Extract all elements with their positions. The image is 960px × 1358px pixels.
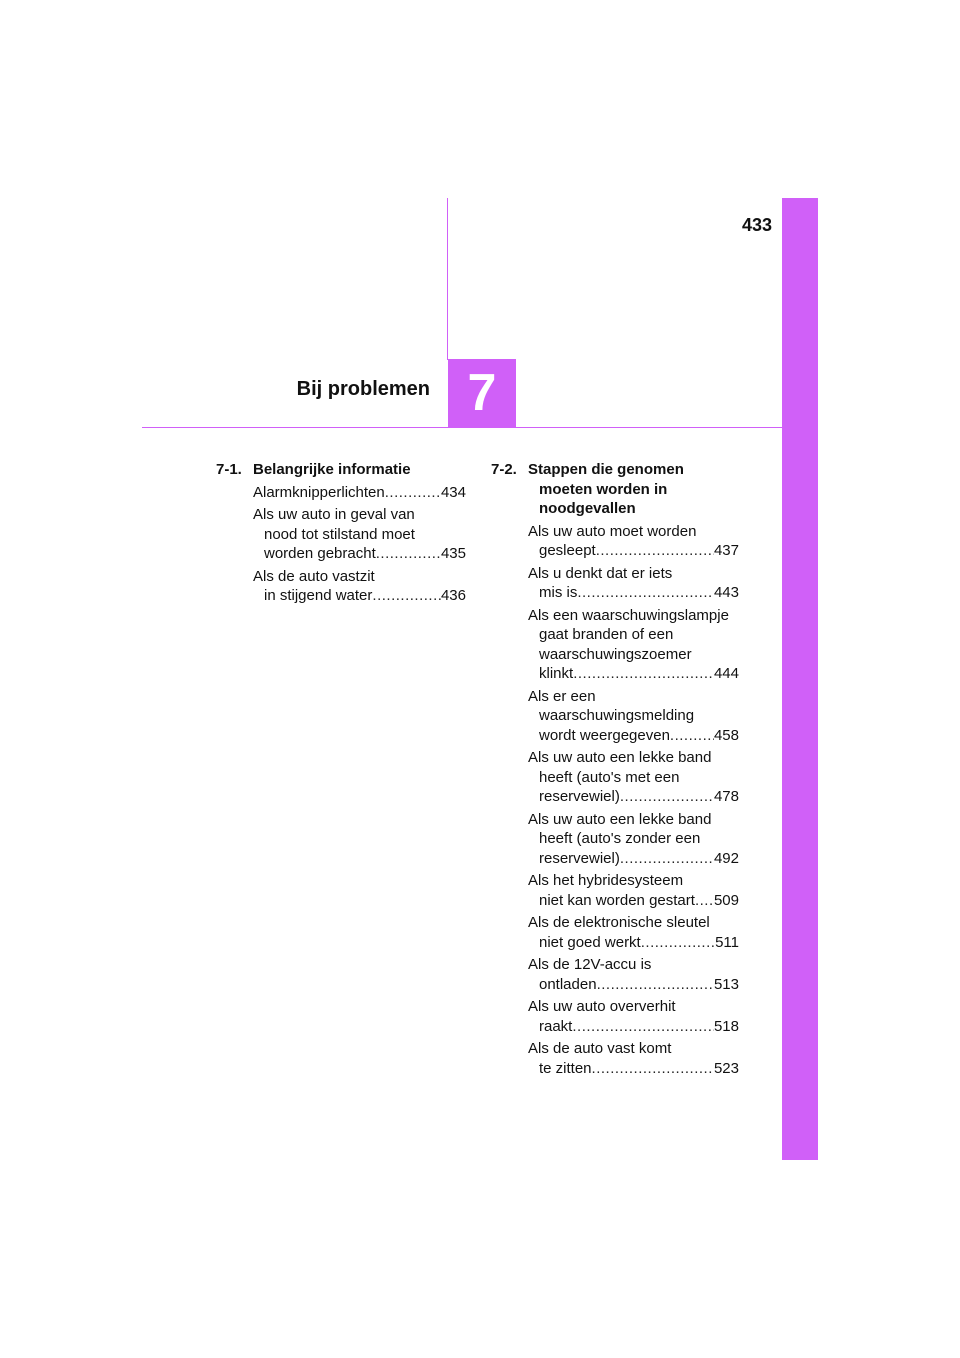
page-reference: 509 [713,891,739,909]
toc-column-left [216,460,466,606]
page-reference: 478 [713,788,739,805]
toc-entry-line: Alarmknipperlichten [253,483,385,501]
section-number: 7-2. [491,461,517,478]
page-reference: 444 [713,665,739,682]
toc-entry-line: reservewiel) [539,849,620,867]
dot-leader [572,1017,714,1037]
toc-entry-line: Als uw auto oververhit [528,998,676,1015]
page-reference: 443 [713,584,739,601]
section-title-line: moeten worden in [539,480,668,498]
toc-entry-line: worden gebracht [264,545,376,562]
toc-entry [528,997,739,1036]
dot-leader [641,933,715,953]
dot-leader [596,541,714,561]
toc-entry [253,567,466,606]
toc-entry-last-line [253,483,466,503]
vertical-divider [447,198,448,360]
page-reference: 511 [715,933,739,951]
page-reference: 437 [713,542,739,559]
toc-entry-last-line [528,849,739,869]
section-heading [491,460,739,519]
page-number: 433 [741,215,772,235]
toc-entry-line: Als de elektronische sleutel [528,914,710,931]
toc-entry-line: heeft (auto's met een [539,768,680,786]
page-reference: 523 [713,1059,739,1077]
page-reference: 458 [713,726,739,744]
toc-entry [528,1039,739,1078]
page-reference: 513 [713,975,739,993]
toc-entry-last-line [528,975,739,995]
chapter-title: Bij problemen [296,378,430,400]
toc-entry [528,955,739,994]
dot-leader [376,544,441,564]
page-reference: 518 [713,1017,739,1035]
toc-entry [253,483,466,503]
toc-entry-line: Als u denkt dat er iets [528,564,673,582]
toc-entry-line: Als uw auto moet worden [528,522,697,540]
toc-entry-line: waarschuwingsmelding [539,707,695,724]
toc-entry-line: in stijgend water [264,587,373,604]
section-title-line: Stappen die genomen [528,461,684,478]
section-title-line: noodgevallen [539,500,636,517]
dot-leader [620,787,714,807]
dot-leader [577,583,714,603]
toc-entry-line: Als uw auto een lekke band [528,810,712,828]
dot-leader [372,586,441,606]
toc-entry-line: gesleept [539,542,596,559]
toc-entry-last-line [528,583,739,603]
toc-entry-last-line [253,544,466,564]
dot-leader [597,975,714,995]
section-title [528,460,739,519]
toc-entry [528,913,739,952]
toc-entry [528,687,739,746]
toc-entry [528,606,739,684]
section-number: 7-1. [216,461,242,478]
dot-leader [385,483,441,503]
toc-entry-line: Als er een [528,687,596,705]
toc-entry [528,748,739,807]
page-reference: 435 [440,545,466,562]
toc-entry-line: wordt weergegeven [539,726,670,744]
toc-entry [253,505,466,564]
toc-entry-line: raakt [539,1017,573,1035]
toc-entry-last-line [528,891,739,911]
toc-entry-last-line [528,726,739,746]
toc-entry-line: Als een waarschuwingslampje [528,606,729,624]
side-chapter-tab [782,198,818,1160]
toc-entry-line: Als uw auto een lekke band [528,749,712,766]
toc-entry-last-line [528,1017,739,1037]
toc-entry-line: klinkt [539,665,574,682]
toc-entry-line: gaat branden of een [539,626,674,643]
toc-entry [528,564,739,603]
toc-column-right [491,460,739,1078]
page-reference: 434 [440,483,466,501]
dot-leader [573,664,714,684]
toc-entry-line: niet goed werkt [539,933,641,951]
toc-entry-line: mis is [539,584,578,601]
toc-entry-last-line [528,541,739,561]
section-title-line: Belangrijke informatie [253,461,411,478]
chapter-number-box [448,359,516,427]
toc-entry-line: reservewiel) [539,788,620,805]
toc-entry [528,871,739,910]
toc-entry-last-line [528,1059,739,1079]
dot-leader [695,891,714,911]
dot-leader [592,1059,714,1079]
toc-entry-line: te zitten [539,1059,592,1077]
toc-entry-line: ontladen [539,975,597,993]
page-reference: 436 [440,587,466,604]
toc-entry-line: heeft (auto's zonder een [539,830,701,847]
section-heading [216,460,466,480]
dot-leader [670,726,714,746]
toc-entry-line: Als de auto vast komt [528,1040,672,1057]
section-title [253,460,466,480]
toc-entry-line: waarschuwingszoemer [539,645,692,663]
toc-entry [528,810,739,869]
toc-entry-last-line [528,787,739,807]
toc-entry-last-line [528,933,739,953]
chapter-number: 7 [467,364,497,422]
toc-entry-line: Als de 12V-accu is [528,956,652,973]
toc-entry-line: nood tot stilstand moet [264,525,415,543]
toc-entry-line: Als uw auto in geval van [253,506,415,523]
toc-entry-last-line [253,586,466,606]
page-reference: 492 [713,849,739,867]
dot-leader [620,849,714,869]
toc-entry-line: Als het hybridesysteem [528,872,684,889]
horizontal-divider [142,427,782,428]
toc-entry-line: niet kan worden gestart [539,891,695,909]
toc-entry-line: Als de auto vastzit [253,567,375,585]
toc-entry-last-line [528,664,739,684]
toc-entry [528,522,739,561]
